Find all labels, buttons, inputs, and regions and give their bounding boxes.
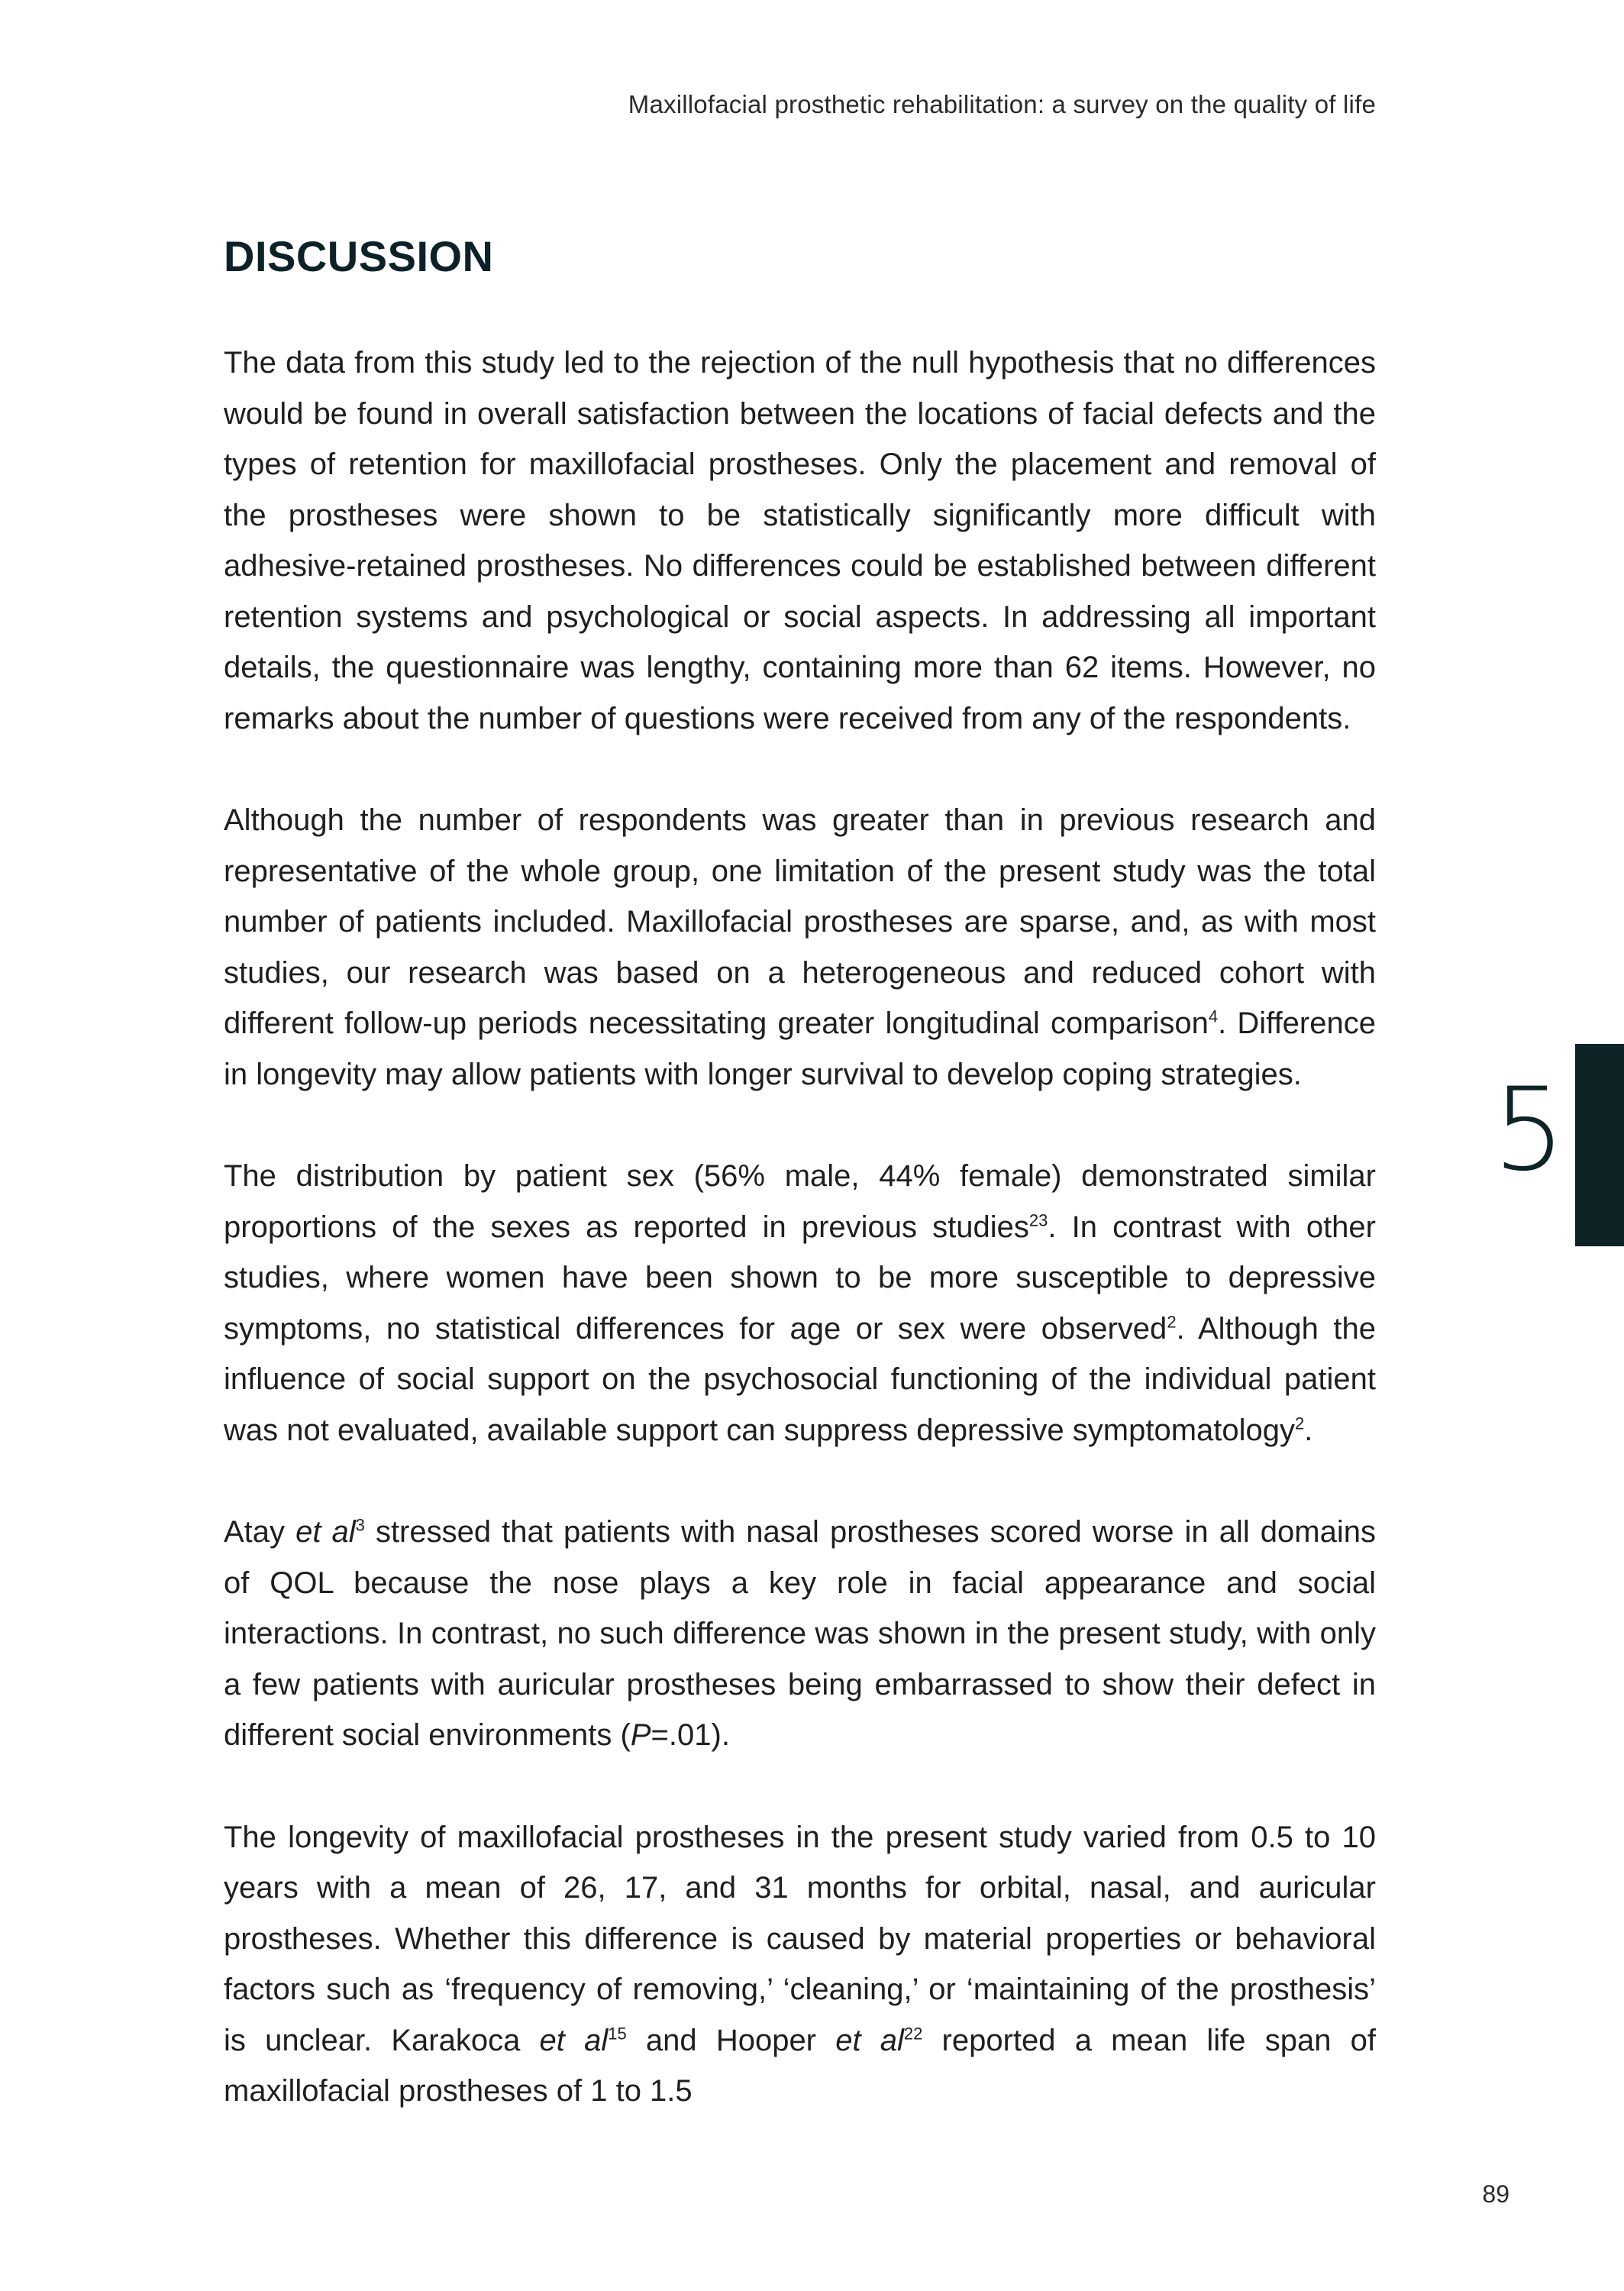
citation-superscript: 3 — [355, 1515, 365, 1535]
chapter-tab-marker — [1575, 1044, 1624, 1246]
paragraph-text: . In contrast with other studies, where women have been shown to be more susceptible to depressive symptoms, no statistical differences for age or sex were observed — [224, 1210, 1376, 1346]
paragraph-text: . — [1304, 1413, 1313, 1447]
running-header: Maxillofacial prosthetic rehabilitation: a survey on the quality of life — [628, 90, 1376, 118]
paragraph-text: stressed that patients with nasal prostheses scored worse in all domains of QOL because the nose plays a key role in facial appearance and social interactions. In contrast, no such difference was shown in the present study, with only a few patients with auricular prostheses being embarrassed to show their defect in different social environments ( — [224, 1515, 1376, 1752]
et-al-italic: et al — [295, 1515, 356, 1549]
paragraph-1-text: The data from this study led to the rejection of the null hypothesis that no differences would be found in overall satisfaction between the locations of facial defects and the types of retention for maxillofacial prostheses. Only the placement and removal of the prostheses were shown to be statistically significantly more difficult with adhesive-retained prostheses. No differences could be established between different retention systems and psychological or social aspects. In addressing all important details, the questionnaire was lengthy, containing more than 62 items. However, no remarks about the number of questions were received from any of the respondents. — [224, 346, 1376, 735]
citation-superscript: 4 — [1208, 1007, 1219, 1026]
paragraph-text: . Although the influence of social support on the psychosocial functioning of the individual patient was not evaluated, available support can suppress depressive symptomatology — [224, 1311, 1376, 1447]
paragraph-5 — [224, 1812, 1376, 2117]
paragraph-text: . Difference in longevity may allow patients with longer survival to develop coping strategies. — [224, 1007, 1376, 1091]
page-number: 89 — [1482, 2180, 1509, 2208]
citation-superscript: 2 — [1295, 1414, 1305, 1433]
citation-superscript: 2 — [1167, 1312, 1177, 1332]
et-al-italic: et al — [835, 2023, 904, 2057]
paragraph-text: =.01). — [651, 1718, 730, 1752]
citation-superscript: 22 — [903, 2024, 923, 2044]
chapter-number: 5 — [1493, 1064, 1566, 1197]
paragraph-3 — [224, 1151, 1376, 1456]
paragraph-text: reported a mean life span of maxillofacial prostheses of 1 to 1.5 — [224, 2023, 1377, 2108]
paragraph-text: The longevity of maxillofacial prostheses in the present study varied from 0.5 to 10 years with a mean of 26, 17, and 31 months for orbital, nasal, and auricular prostheses. Whether this difference is caused by material properties or behavioral factors such as ‘frequency of removing,’ ‘cleaning,’ or ‘maintaining of the prosthesis’ is unclear. Karakoca — [224, 1820, 1376, 2057]
paragraph-1 — [224, 338, 1376, 744]
section-heading: DISCUSSION — [224, 232, 494, 280]
paragraph-text: Atay — [224, 1515, 296, 1549]
paragraph-text: and Hooper — [626, 2023, 836, 2057]
citation-superscript: 15 — [608, 2024, 627, 2044]
p-value-italic: P — [630, 1718, 651, 1752]
paragraph-text: The distribution by patient sex (56% male, 44% female) demonstrated similar proportions of the sexes as reported in previous studies — [224, 1159, 1376, 1244]
body-text — [224, 338, 1376, 2168]
citation-superscript: 23 — [1028, 1210, 1048, 1230]
et-al-italic: et al — [539, 2023, 609, 2057]
paragraph-text: Although the number of respondents was greater than in previous research and representative of the whole group, one limitation of the present study was the total number of patients included. Maxillofacial prostheses are sparse, and, as with most studies, our research was based on a heterogeneous and reduced cohort with different follow-up periods necessitating greater longitudinal comparison — [224, 803, 1376, 1040]
paragraph-2 — [224, 795, 1376, 1100]
paragraph-4 — [224, 1507, 1376, 1761]
